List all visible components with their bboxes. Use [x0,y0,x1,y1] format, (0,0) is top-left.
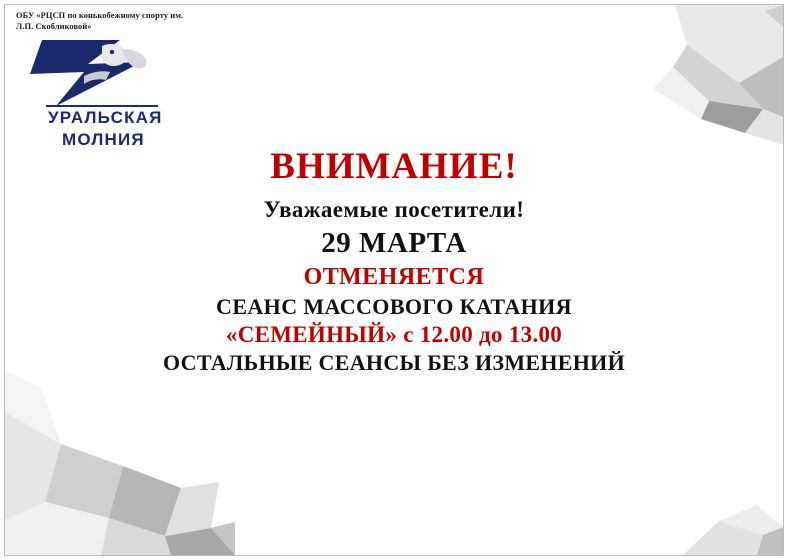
announcement-block [0,148,788,376]
lightning-skater-icon [26,36,158,113]
announcement-greeting: Уважаемые посетители! [263,196,525,222]
logo [20,36,170,156]
announcement-session-name: «СЕМЕЙНЫЙ» с 12.00 до 13.00 [225,321,563,347]
announcement-session: СЕАНС МАССОВОГО КАТАНИЯ [216,293,572,319]
organization-name: ОБУ «РЦСП по конькобежному спорту им. Л.П. Скобликовой» [16,11,184,31]
announcement-attention: ВНИМАНИЕ! [270,146,518,187]
logo-word-uralskaya: УРАЛЬСКАЯ [48,108,163,127]
announcement-note: ОСТАЛЬНЫЕ СЕАНСЫ БЕЗ ИЗМЕНЕНИЙ [163,349,625,375]
announcement-cancelled: ОТМЕНЯЕТСЯ [303,263,485,290]
logo-word-molniya: МОЛНИЯ [62,130,145,149]
announcement-date: 29 МАРТА [321,226,467,259]
logo-divider [46,105,158,107]
